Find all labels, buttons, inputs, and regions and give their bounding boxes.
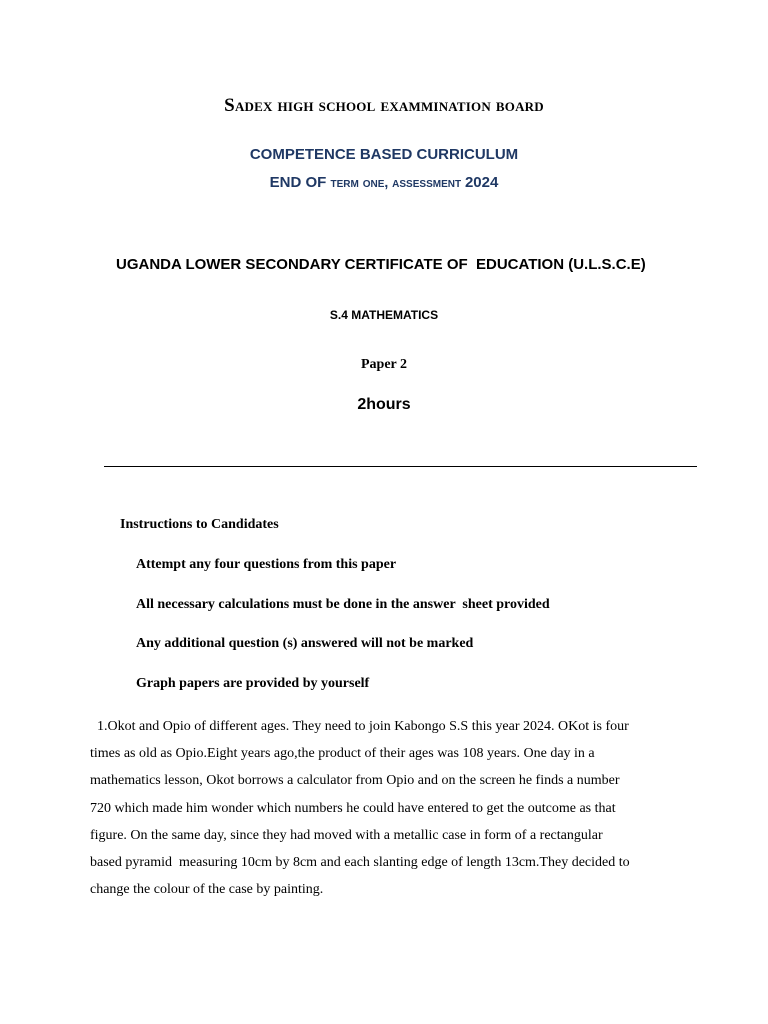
exam-board-title: [0, 95, 768, 117]
term-year: 2024: [464, 174, 499, 191]
term-prefix: END OF: [269, 174, 331, 191]
instructions-title: Instructions to Candidates: [120, 517, 279, 532]
instructions-list: [136, 548, 550, 707]
divider-line: [104, 466, 697, 467]
question-1-line: 720 which made him wonder which numbers he could have entered to get the outcome as that: [90, 800, 616, 816]
paper-number: Paper 2: [360, 357, 407, 372]
question-1-line: figure. On the same day, since they had moved with a metallic case in form of a rectangular: [90, 827, 603, 843]
exam-duration: 2hours: [357, 396, 411, 413]
instruction-item: Attempt any four questions from this paper: [136, 557, 397, 572]
term-middle: term one, assessment: [330, 174, 465, 190]
board-title-rest: adex high school exammination board: [234, 95, 544, 116]
term-heading: [0, 174, 768, 191]
instruction-item: Any additional question (s) answered will not be marked: [136, 636, 474, 652]
question-1-line: based pyramid measuring 10cm by 8cm and each slanting edge of length 13cm.They decided to: [90, 855, 630, 871]
board-title-initial: S: [224, 95, 235, 116]
curriculum-heading: COMPETENCE BASED CURRICULUM: [249, 146, 519, 163]
question-1-line: mathematics lesson, Okot borrows a calculator from Opio and on the screen he finds a number: [90, 773, 620, 789]
instruction-item: Graph papers are provided by yourself: [136, 676, 370, 692]
question-1-line: times as old as Opio.Eight years ago,the product of their ages was 108 years. One day in a: [90, 746, 595, 762]
question-1: [90, 713, 690, 903]
instruction-item: All necessary calculations must be done in the answer sheet provided: [136, 596, 550, 612]
question-1-line: 1.Okot and Opio of different ages. They need to join Kabongo S.S this year 2024. OKot is four: [90, 719, 629, 734]
subject-title: S.4 MATHEMATICS: [329, 308, 439, 322]
certificate-title: UGANDA LOWER SECONDARY CERTIFICATE OF EDUCATION (U.L.S.C.E): [116, 256, 646, 273]
question-1-line: change the colour of the case by painting.: [90, 882, 324, 898]
